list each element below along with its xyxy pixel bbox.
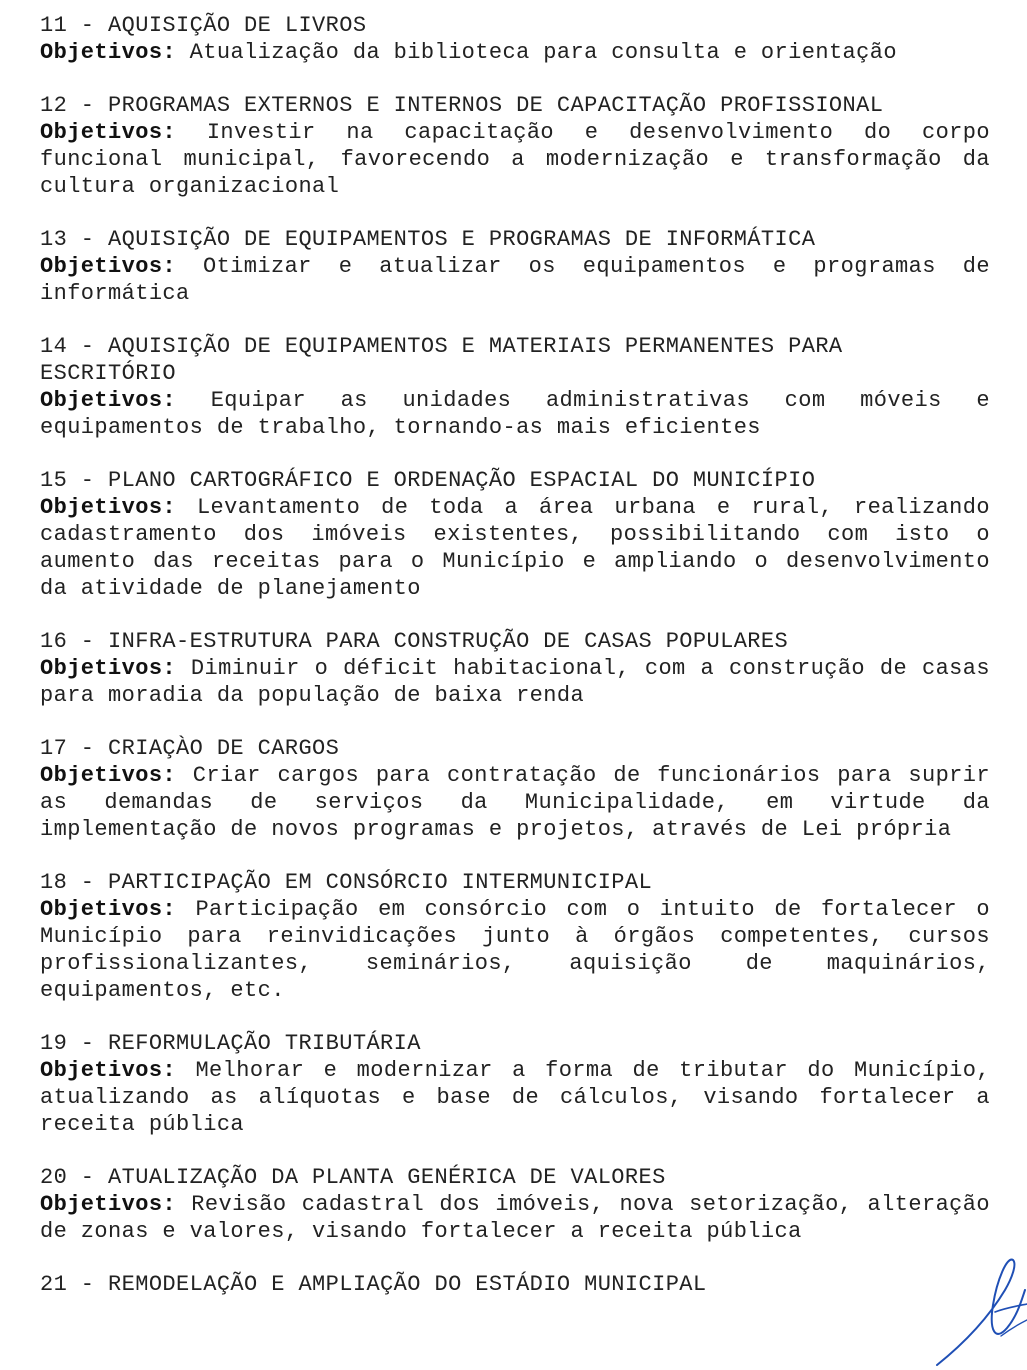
objectives-label: Objetivos: [40,120,177,145]
objectives-text: Criar cargos para contratação de funcionários para suprir as demandas de serviços da Municipalidade, em virtude da implementação de novos programas e projetos, através de Lei própria [40,763,990,842]
item-objectives [40,494,990,602]
item-objectives [40,253,990,307]
item-title: 16 - INFRA-ESTRUTURA PARA CONSTRUÇÃO DE CASAS POPULARES [40,629,789,654]
list-item [40,12,990,66]
objectives-label: Objetivos: [40,1192,177,1217]
item-title: 18 - PARTICIPAÇÃO EM CONSÓRCIO INTERMUNICIPAL [40,870,653,895]
item-title: 19 - REFORMULAÇÃO TRIBUTÁRIA [40,1031,421,1056]
objectives-label: Objetivos: [40,897,177,922]
item-objectives [40,1057,990,1138]
item-title: 17 - CRIAÇÀO DE CARGOS [40,736,340,761]
list-item [40,467,990,602]
objectives-label: Objetivos: [40,495,177,520]
objectives-text: Equipar as unidades administrativas com móveis e equipamentos de trabalho, tornando-as mais eficientes [40,388,990,440]
list-item [40,1271,990,1298]
objectives-text: Investir na capacitação e desenvolvimento do corpo funcional municipal, favorecendo a modernização e transformação da cultura organizacional [40,120,990,199]
objectives-label: Objetivos: [40,656,177,681]
list-item [40,92,990,200]
item-title: 11 - AQUISIÇÃO DE LIVROS [40,13,367,38]
handwritten-signature-icon [917,1250,1027,1370]
list-item [40,628,990,709]
item-title: 14 - AQUISIÇÃO DE EQUIPAMENTOS E MATERIAIS PERMANENTES PARA ESCRITÓRIO [40,334,857,386]
objectives-label: Objetivos: [40,254,177,279]
objectives-label: Objetivos: [40,388,177,413]
item-objectives [40,387,990,441]
objectives-label: Objetivos: [40,40,177,65]
item-objectives [40,762,990,843]
list-item [40,735,990,843]
objectives-text: Melhorar e modernizar a forma de tributar do Município, atualizando as alíquotas e base de cálculos, visando fortalecer a receita pública [40,1058,990,1137]
objectives-label: Objetivos: [40,763,177,788]
list-item [40,869,990,1004]
list-item [40,1030,990,1138]
item-title: 21 - REMODELAÇÃO E AMPLIAÇÃO DO ESTÁDIO MUNICIPAL [40,1272,707,1297]
list-item [40,226,990,307]
item-objectives [40,655,990,709]
objectives-text: Otimizar e atualizar os equipamentos e programas de informática [40,254,990,306]
objectives-label: Objetivos: [40,1058,177,1083]
objectives-text: Atualização da biblioteca para consulta e orientação [189,40,897,65]
list-item [40,333,990,441]
item-objectives [40,896,990,1004]
item-title: 20 - ATUALIZAÇÃO DA PLANTA GENÉRICA DE VALORES [40,1165,666,1190]
objectives-text: Revisão cadastral dos imóveis, nova setorização, alteração de zonas e valores, visando fortalecer a receita pública [40,1192,990,1244]
item-title: 15 - PLANO CARTOGRÁFICO E ORDENAÇÃO ESPACIAL DO MUNICÍPIO [40,468,816,493]
objectives-text: Levantamento de toda a área urbana e rural, realizando cadastramento dos imóveis existentes, possibilitando com isto o aumento das receitas para o Município e ampliando o desenvolvimento da atividade de planejamento [40,495,990,601]
list-item [40,1164,990,1245]
objectives-text: Participação em consórcio com o intuito de fortalecer o Município para reinvidicações junto à órgãos competentes, cursos profissionalizantes, seminários, aquisição de maquinários, equipamentos, etc. [40,897,990,1003]
document-page [40,12,990,1324]
item-title: 13 - AQUISIÇÃO DE EQUIPAMENTOS E PROGRAMAS DE INFORMÁTICA [40,227,816,252]
objectives-text: Diminuir o déficit habitacional, com a construção de casas para moradia da população de baixa renda [40,656,990,708]
item-objectives [40,119,990,200]
item-objectives [40,39,990,66]
item-objectives [40,1191,990,1245]
item-title: 12 - PROGRAMAS EXTERNOS E INTERNOS DE CAPACITAÇÃO PROFISSIONAL [40,93,884,118]
